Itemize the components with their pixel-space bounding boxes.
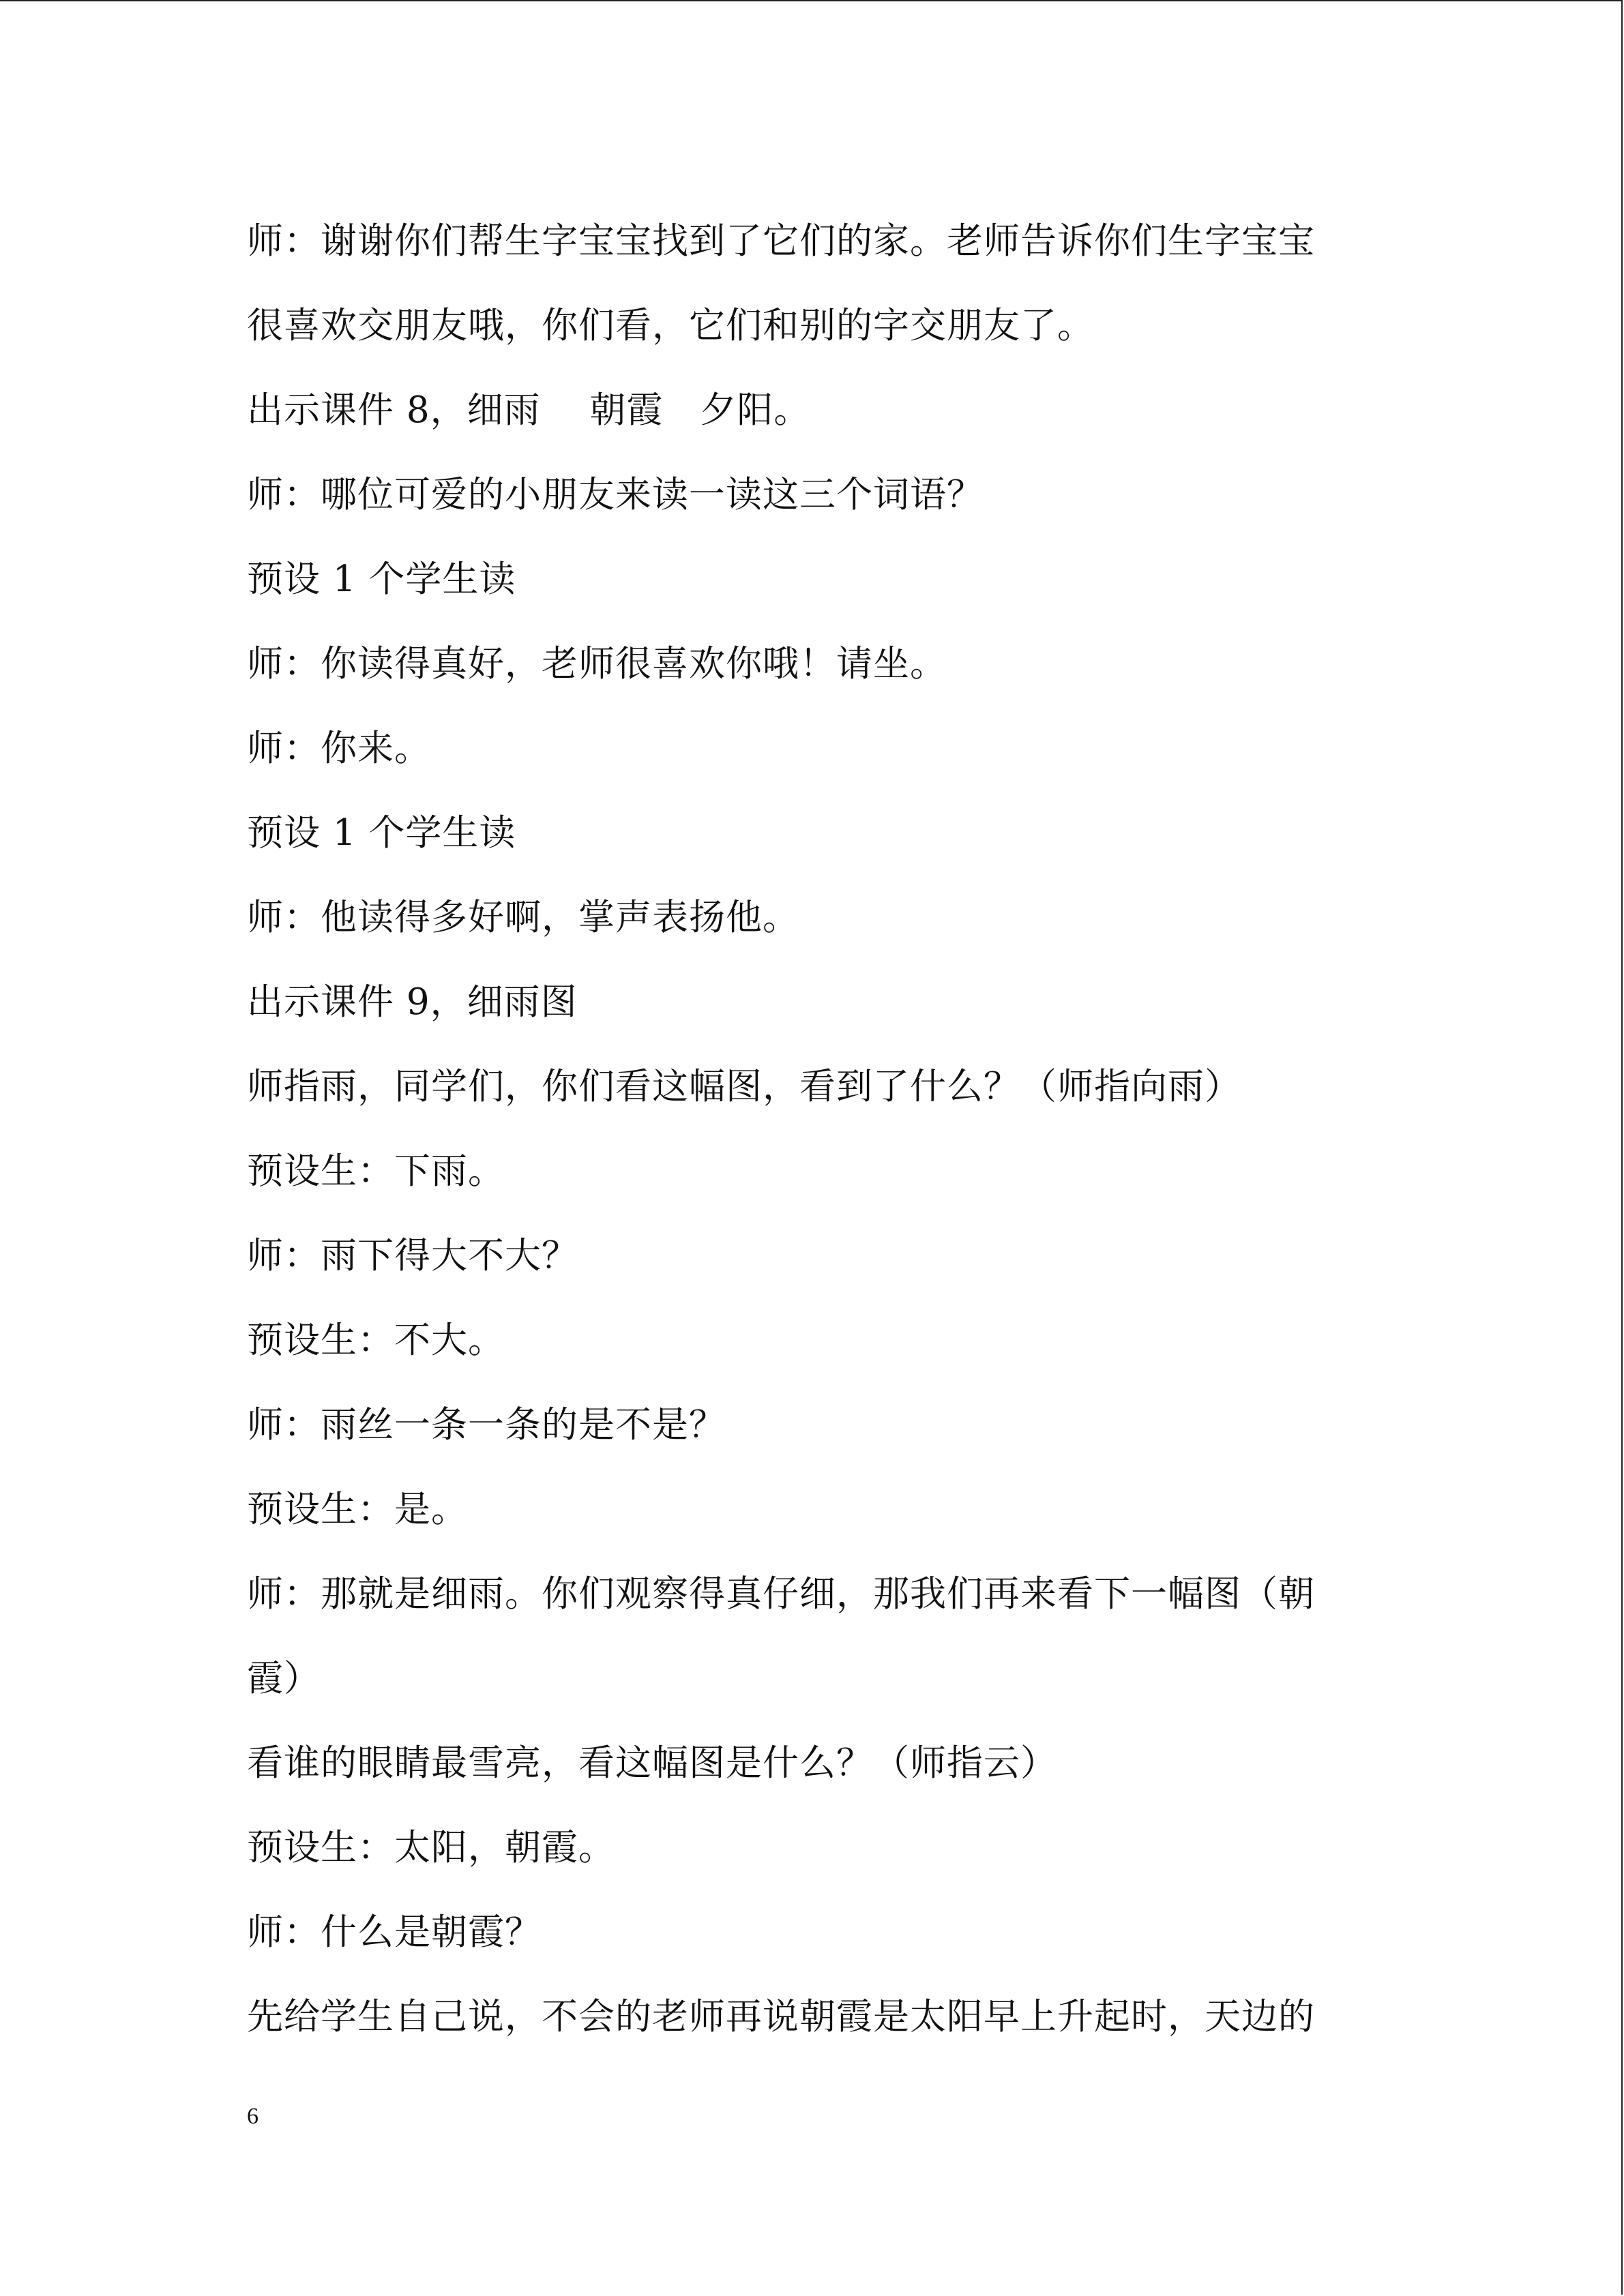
text-line: 预设生：下雨。: [247, 1150, 505, 1192]
text-line: 出示课件 8，细雨 朝霞 夕阳。: [247, 389, 811, 431]
text-line: 师：你来。: [247, 728, 431, 769]
text-line: 很喜欢交朋友哦，你们看，它们和别的字交朋友了。: [247, 305, 1094, 346]
text-line: 预设 1 个学生读: [247, 812, 516, 854]
text-line: 师：那就是细雨。你们观察得真仔细，那我们再来看下一幅图（朝: [247, 1573, 1315, 1615]
text-line: 先给学生自己说，不会的老师再说朝霞是太阳早上升起时，天边的: [247, 1996, 1315, 2038]
text-line: 师指雨，同学们，你们看这幅图，看到了什么？（师指向雨）: [247, 1066, 1241, 1107]
text-line: 出示课件 9，细雨图: [247, 981, 578, 1023]
text-line: 预设生：不大。: [247, 1320, 505, 1361]
text-line: 预设生：是。: [247, 1489, 468, 1530]
page-number: 6: [247, 2104, 259, 2129]
text-line: 预设 1 个学生读: [247, 558, 516, 600]
text-line: 师：雨丝一条一条的是不是？: [247, 1404, 726, 1446]
text-line: 看谁的眼睛最雪亮，看这幅图是什么？（师指云）: [247, 1742, 1057, 1784]
text-line: 师：谢谢你们帮生字宝宝找到了它们的家。老师告诉你们生字宝宝: [247, 220, 1315, 262]
text-line: 师：哪位可爱的小朋友来读一读这三个词语？: [247, 474, 984, 516]
text-line: 霞）: [247, 1658, 321, 1699]
document-body: [247, 199, 1393, 2059]
text-line: 师：你读得真好，老师很喜欢你哦！请坐。: [247, 643, 947, 685]
text-line: 师：什么是朝霞？: [247, 1911, 542, 1953]
text-line: 预设生：太阳，朝霞。: [247, 1827, 615, 1868]
text-line: 师：他读得多好啊，掌声表扬他。: [247, 897, 799, 938]
text-line: 师：雨下得大不大？: [247, 1235, 578, 1277]
